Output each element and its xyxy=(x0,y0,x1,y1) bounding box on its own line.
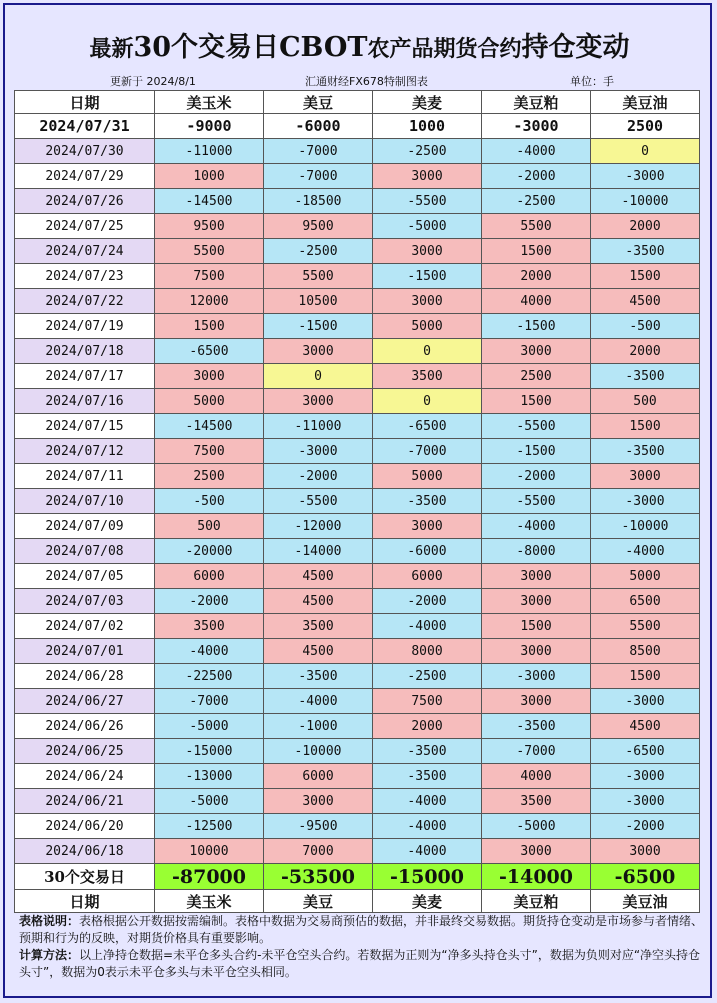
position-change-cell: -6500 xyxy=(155,339,264,364)
position-change-cell: -3000 xyxy=(264,439,373,464)
positions-table xyxy=(14,90,700,913)
position-change-cell: -4000 xyxy=(264,689,373,714)
table-row xyxy=(15,664,700,689)
column-header-soymeal: 美豆粕 xyxy=(482,91,591,114)
table-row xyxy=(15,364,700,389)
method-label: 计算方法： xyxy=(19,948,80,962)
position-change-cell: 6000 xyxy=(264,764,373,789)
position-change-cell: 9500 xyxy=(155,214,264,239)
position-change-cell: 9500 xyxy=(264,214,373,239)
summary-value: -53500 xyxy=(264,864,373,890)
table-row xyxy=(15,314,700,339)
position-change-cell: -5500 xyxy=(482,489,591,514)
table-row xyxy=(15,289,700,314)
row-date: 2024/06/27 xyxy=(15,689,155,714)
table-row xyxy=(15,239,700,264)
position-change-cell: -5500 xyxy=(482,414,591,439)
table-row xyxy=(15,489,700,514)
unit-label: 单位：手 xyxy=(570,75,614,88)
position-change-cell: -4000 xyxy=(373,614,482,639)
table-row xyxy=(15,564,700,589)
table-row xyxy=(15,739,700,764)
title-cbot: CBOT xyxy=(279,32,368,63)
position-change-cell: -5500 xyxy=(264,489,373,514)
row-date: 2024/07/03 xyxy=(15,589,155,614)
position-change-cell: 7000 xyxy=(264,839,373,864)
row-date: 2024/07/24 xyxy=(15,239,155,264)
row-date: 2024/07/08 xyxy=(15,539,155,564)
position-change-cell: 2500 xyxy=(155,464,264,489)
row-date: 2024/07/01 xyxy=(15,639,155,664)
position-change-cell: -3500 xyxy=(264,664,373,689)
position-change-cell: 1500 xyxy=(482,389,591,414)
position-change-cell: 0 xyxy=(373,389,482,414)
position-change-cell: -2500 xyxy=(373,139,482,164)
position-change-cell: -3500 xyxy=(373,739,482,764)
row-date: 2024/07/09 xyxy=(15,514,155,539)
position-change-cell: 1500 xyxy=(591,664,700,689)
position-change-cell: -12000 xyxy=(264,514,373,539)
summary-value: -87000 xyxy=(155,864,264,890)
table-footer-row xyxy=(15,890,700,913)
table-row xyxy=(15,264,700,289)
table-row xyxy=(15,789,700,814)
position-change-cell: -10000 xyxy=(591,189,700,214)
position-change-cell: 3500 xyxy=(264,614,373,639)
position-change-cell: -7000 xyxy=(373,439,482,464)
position-change-cell: 3000 xyxy=(373,289,482,314)
position-change-cell: -3000 xyxy=(591,489,700,514)
position-change-cell: -7000 xyxy=(155,689,264,714)
position-change-cell: 3000 xyxy=(591,464,700,489)
position-change-cell: -5000 xyxy=(155,714,264,739)
position-change-cell: 3000 xyxy=(373,164,482,189)
position-change-cell: 10000 xyxy=(155,839,264,864)
table-row xyxy=(15,164,700,189)
position-change-cell: 3000 xyxy=(482,839,591,864)
position-change-cell: -3000 xyxy=(482,664,591,689)
position-change-cell: 5000 xyxy=(373,464,482,489)
position-change-cell: -3500 xyxy=(373,489,482,514)
position-change-cell: -2500 xyxy=(373,664,482,689)
position-change-cell: 3000 xyxy=(482,339,591,364)
position-change-cell: 3000 xyxy=(591,839,700,864)
position-change-cell: -10000 xyxy=(591,514,700,539)
row-date: 2024/07/19 xyxy=(15,314,155,339)
row-date: 2024/07/25 xyxy=(15,214,155,239)
position-change-cell: -3000 xyxy=(591,164,700,189)
position-change-cell: -2000 xyxy=(264,464,373,489)
page-title xyxy=(5,33,714,64)
latest-value: 2500 xyxy=(591,114,700,139)
position-change-cell: 3000 xyxy=(482,639,591,664)
table-description xyxy=(19,913,707,947)
position-change-cell: 3500 xyxy=(155,614,264,639)
position-change-cell: 7500 xyxy=(373,689,482,714)
column-header-soyoil: 美豆油 xyxy=(591,91,700,114)
method-text: 以上净持仓数据=未平仓多头合约-未平仓空头合约。若数据为正则为“净多头持仓头寸”，数据为负则对应“净空头持仓头寸”，数据为0表示未平仓多头与未平仓空头相同。 xyxy=(19,948,701,979)
footer-header-date: 日期 xyxy=(15,890,155,913)
position-change-cell: -2000 xyxy=(482,464,591,489)
position-change-cell: -20000 xyxy=(155,539,264,564)
position-change-cell: 4500 xyxy=(264,589,373,614)
position-change-cell: -2000 xyxy=(373,589,482,614)
latest-value: -9000 xyxy=(155,114,264,139)
column-header-corn: 美玉米 xyxy=(155,91,264,114)
row-date: 2024/07/05 xyxy=(15,564,155,589)
footer-header-soybean: 美豆 xyxy=(264,890,373,913)
position-change-cell: 1500 xyxy=(482,239,591,264)
footer-header-corn: 美玉米 xyxy=(155,890,264,913)
position-change-cell: -3500 xyxy=(591,439,700,464)
row-date: 2024/07/16 xyxy=(15,389,155,414)
position-change-cell: -3500 xyxy=(591,364,700,389)
table-row xyxy=(15,464,700,489)
column-header-date: 日期 xyxy=(15,91,155,114)
summary-value: -14000 xyxy=(482,864,591,890)
position-change-cell: -5000 xyxy=(373,214,482,239)
row-date: 2024/06/26 xyxy=(15,714,155,739)
position-change-cell: 4500 xyxy=(264,564,373,589)
position-change-cell: 500 xyxy=(155,514,264,539)
table-row xyxy=(15,139,700,164)
position-change-cell: 4500 xyxy=(591,714,700,739)
table-row xyxy=(15,414,700,439)
position-change-cell: -5000 xyxy=(482,814,591,839)
row-date: 2024/07/26 xyxy=(15,189,155,214)
summary-row xyxy=(15,864,700,890)
position-change-cell: 6500 xyxy=(591,589,700,614)
position-change-cell: 500 xyxy=(591,389,700,414)
row-date: 2024/06/24 xyxy=(15,764,155,789)
position-change-cell: -4000 xyxy=(591,539,700,564)
row-date: 2024/07/02 xyxy=(15,614,155,639)
description-label: 表格说明： xyxy=(19,914,80,928)
position-change-cell: -4000 xyxy=(373,814,482,839)
row-date: 2024/07/29 xyxy=(15,164,155,189)
position-change-cell: -2500 xyxy=(264,239,373,264)
position-change-cell: -14500 xyxy=(155,189,264,214)
row-date: 2024/07/22 xyxy=(15,289,155,314)
row-date: 2024/07/17 xyxy=(15,364,155,389)
position-change-cell: 5000 xyxy=(591,564,700,589)
table-row xyxy=(15,514,700,539)
position-change-cell: 1500 xyxy=(591,264,700,289)
position-change-cell: 1500 xyxy=(155,314,264,339)
position-change-cell: -5000 xyxy=(155,789,264,814)
table-row xyxy=(15,189,700,214)
position-change-cell: 3000 xyxy=(373,239,482,264)
position-change-cell: 4000 xyxy=(482,764,591,789)
title-prefix: 最新 xyxy=(89,36,134,62)
position-change-cell: -2000 xyxy=(591,814,700,839)
table-row xyxy=(15,639,700,664)
position-change-cell: 7500 xyxy=(155,264,264,289)
position-change-cell: 3000 xyxy=(264,389,373,414)
position-change-cell: -1000 xyxy=(264,714,373,739)
position-change-cell: 2000 xyxy=(591,214,700,239)
footer-header-soyoil: 美豆油 xyxy=(591,890,700,913)
title-30-days: 30个交易日 xyxy=(133,32,280,63)
position-change-cell: -1500 xyxy=(482,439,591,464)
position-change-cell: -4000 xyxy=(482,514,591,539)
position-change-cell: -3000 xyxy=(591,764,700,789)
calculation-method xyxy=(19,947,707,981)
row-date: 2024/07/23 xyxy=(15,264,155,289)
footer-header-soymeal: 美豆粕 xyxy=(482,890,591,913)
latest-day-row xyxy=(15,114,700,139)
position-change-cell: 2000 xyxy=(373,714,482,739)
position-change-cell: 3000 xyxy=(482,589,591,614)
position-change-cell: 0 xyxy=(373,339,482,364)
position-change-cell: 5000 xyxy=(373,314,482,339)
table-row xyxy=(15,389,700,414)
position-change-cell: 3000 xyxy=(482,689,591,714)
position-change-cell: -7000 xyxy=(482,739,591,764)
position-change-cell: -12500 xyxy=(155,814,264,839)
position-change-cell: 5500 xyxy=(591,614,700,639)
position-change-cell: -4000 xyxy=(482,139,591,164)
position-change-cell: 3000 xyxy=(264,339,373,364)
position-change-cell: 1000 xyxy=(155,164,264,189)
position-change-cell: 3000 xyxy=(482,564,591,589)
position-change-cell: -4000 xyxy=(373,789,482,814)
latest-value: -3000 xyxy=(482,114,591,139)
title-middle: 农产品期货合约 xyxy=(367,36,522,62)
position-change-cell: -6500 xyxy=(373,414,482,439)
position-change-cell: -5500 xyxy=(373,189,482,214)
table-row xyxy=(15,714,700,739)
table-row xyxy=(15,339,700,364)
position-change-cell: 5500 xyxy=(264,264,373,289)
position-change-cell: -8000 xyxy=(482,539,591,564)
position-change-cell: 1500 xyxy=(482,614,591,639)
position-change-cell: 2500 xyxy=(482,364,591,389)
latest-value: 1000 xyxy=(373,114,482,139)
row-date: 2024/06/21 xyxy=(15,789,155,814)
position-change-cell: -1500 xyxy=(264,314,373,339)
position-change-cell: -3500 xyxy=(591,239,700,264)
row-date: 2024/06/28 xyxy=(15,664,155,689)
table-row xyxy=(15,214,700,239)
position-change-cell: 0 xyxy=(264,364,373,389)
row-date: 2024/07/30 xyxy=(15,139,155,164)
position-change-cell: -2500 xyxy=(482,189,591,214)
position-change-cell: 7500 xyxy=(155,439,264,464)
position-change-cell: -10000 xyxy=(264,739,373,764)
latest-value: -6000 xyxy=(264,114,373,139)
table-row xyxy=(15,814,700,839)
source-label: 汇通财经FX678特制图表 xyxy=(305,75,428,88)
position-change-cell: 10500 xyxy=(264,289,373,314)
position-change-cell: -14000 xyxy=(264,539,373,564)
table-row xyxy=(15,589,700,614)
position-change-cell: -7000 xyxy=(264,139,373,164)
position-change-cell: 3500 xyxy=(482,789,591,814)
position-change-cell: 8000 xyxy=(373,639,482,664)
position-change-cell: -18500 xyxy=(264,189,373,214)
table-row xyxy=(15,614,700,639)
position-change-cell: -3500 xyxy=(373,764,482,789)
row-date: 2024/06/18 xyxy=(15,839,155,864)
position-change-cell: -500 xyxy=(155,489,264,514)
position-change-cell: 3000 xyxy=(373,514,482,539)
title-end: 持仓变动 xyxy=(521,32,630,63)
position-change-cell: 4500 xyxy=(591,289,700,314)
summary-value: -6500 xyxy=(591,864,700,890)
position-change-cell: -500 xyxy=(591,314,700,339)
latest-date: 2024/07/31 xyxy=(15,114,155,139)
position-change-cell: -2000 xyxy=(482,164,591,189)
position-change-cell: -3000 xyxy=(591,789,700,814)
position-change-cell: -13000 xyxy=(155,764,264,789)
notes-section xyxy=(19,913,707,981)
position-change-cell: -6500 xyxy=(591,739,700,764)
position-change-cell: 12000 xyxy=(155,289,264,314)
position-change-cell: 3000 xyxy=(155,364,264,389)
position-change-cell: -7000 xyxy=(264,164,373,189)
description-text: 表格根据公开数据按需编制。表格中数据为交易商预估的数据，并非最终交易数据。期货持仓变动是市场参与者情绪、预期和行为的反映，对期货价格具有重要影响。 xyxy=(19,914,704,945)
table-row xyxy=(15,764,700,789)
position-change-cell: -9500 xyxy=(264,814,373,839)
table-row xyxy=(15,439,700,464)
column-header-soybean: 美豆 xyxy=(264,91,373,114)
summary-label: 30个交易日 xyxy=(15,864,155,890)
row-date: 2024/07/15 xyxy=(15,414,155,439)
position-change-cell: -3000 xyxy=(591,689,700,714)
position-change-cell: 6000 xyxy=(373,564,482,589)
position-change-cell: 0 xyxy=(591,139,700,164)
position-change-cell: 5500 xyxy=(482,214,591,239)
position-change-cell: 6000 xyxy=(155,564,264,589)
position-change-cell: -11000 xyxy=(264,414,373,439)
summary-value: -15000 xyxy=(373,864,482,890)
position-change-cell: -1500 xyxy=(373,264,482,289)
position-change-cell: 5000 xyxy=(155,389,264,414)
table-row xyxy=(15,539,700,564)
position-change-cell: 3500 xyxy=(373,364,482,389)
footer-header-wheat: 美麦 xyxy=(373,890,482,913)
position-change-cell: 8500 xyxy=(591,639,700,664)
updated-date: 更新于 2024/8/1 xyxy=(110,75,196,88)
position-change-cell: -4000 xyxy=(373,839,482,864)
position-change-cell: 2000 xyxy=(482,264,591,289)
position-change-cell: 4500 xyxy=(264,639,373,664)
position-change-cell: -3500 xyxy=(482,714,591,739)
position-change-cell: 4000 xyxy=(482,289,591,314)
position-change-cell: 1500 xyxy=(591,414,700,439)
position-change-cell: -6000 xyxy=(373,539,482,564)
position-change-cell: -15000 xyxy=(155,739,264,764)
row-date: 2024/06/20 xyxy=(15,814,155,839)
table-header-row xyxy=(15,91,700,114)
position-change-cell: -2000 xyxy=(155,589,264,614)
position-change-cell: -1500 xyxy=(482,314,591,339)
position-change-cell: -4000 xyxy=(155,639,264,664)
table-row xyxy=(15,689,700,714)
row-date: 2024/06/25 xyxy=(15,739,155,764)
row-date: 2024/07/18 xyxy=(15,339,155,364)
position-change-cell: -11000 xyxy=(155,139,264,164)
column-header-wheat: 美麦 xyxy=(373,91,482,114)
position-change-cell: 5500 xyxy=(155,239,264,264)
table-row xyxy=(15,839,700,864)
row-date: 2024/07/11 xyxy=(15,464,155,489)
row-date: 2024/07/10 xyxy=(15,489,155,514)
position-change-cell: 2000 xyxy=(591,339,700,364)
report-frame xyxy=(3,3,712,998)
position-change-cell: -22500 xyxy=(155,664,264,689)
position-change-cell: -14500 xyxy=(155,414,264,439)
row-date: 2024/07/12 xyxy=(15,439,155,464)
position-change-cell: 3000 xyxy=(264,789,373,814)
